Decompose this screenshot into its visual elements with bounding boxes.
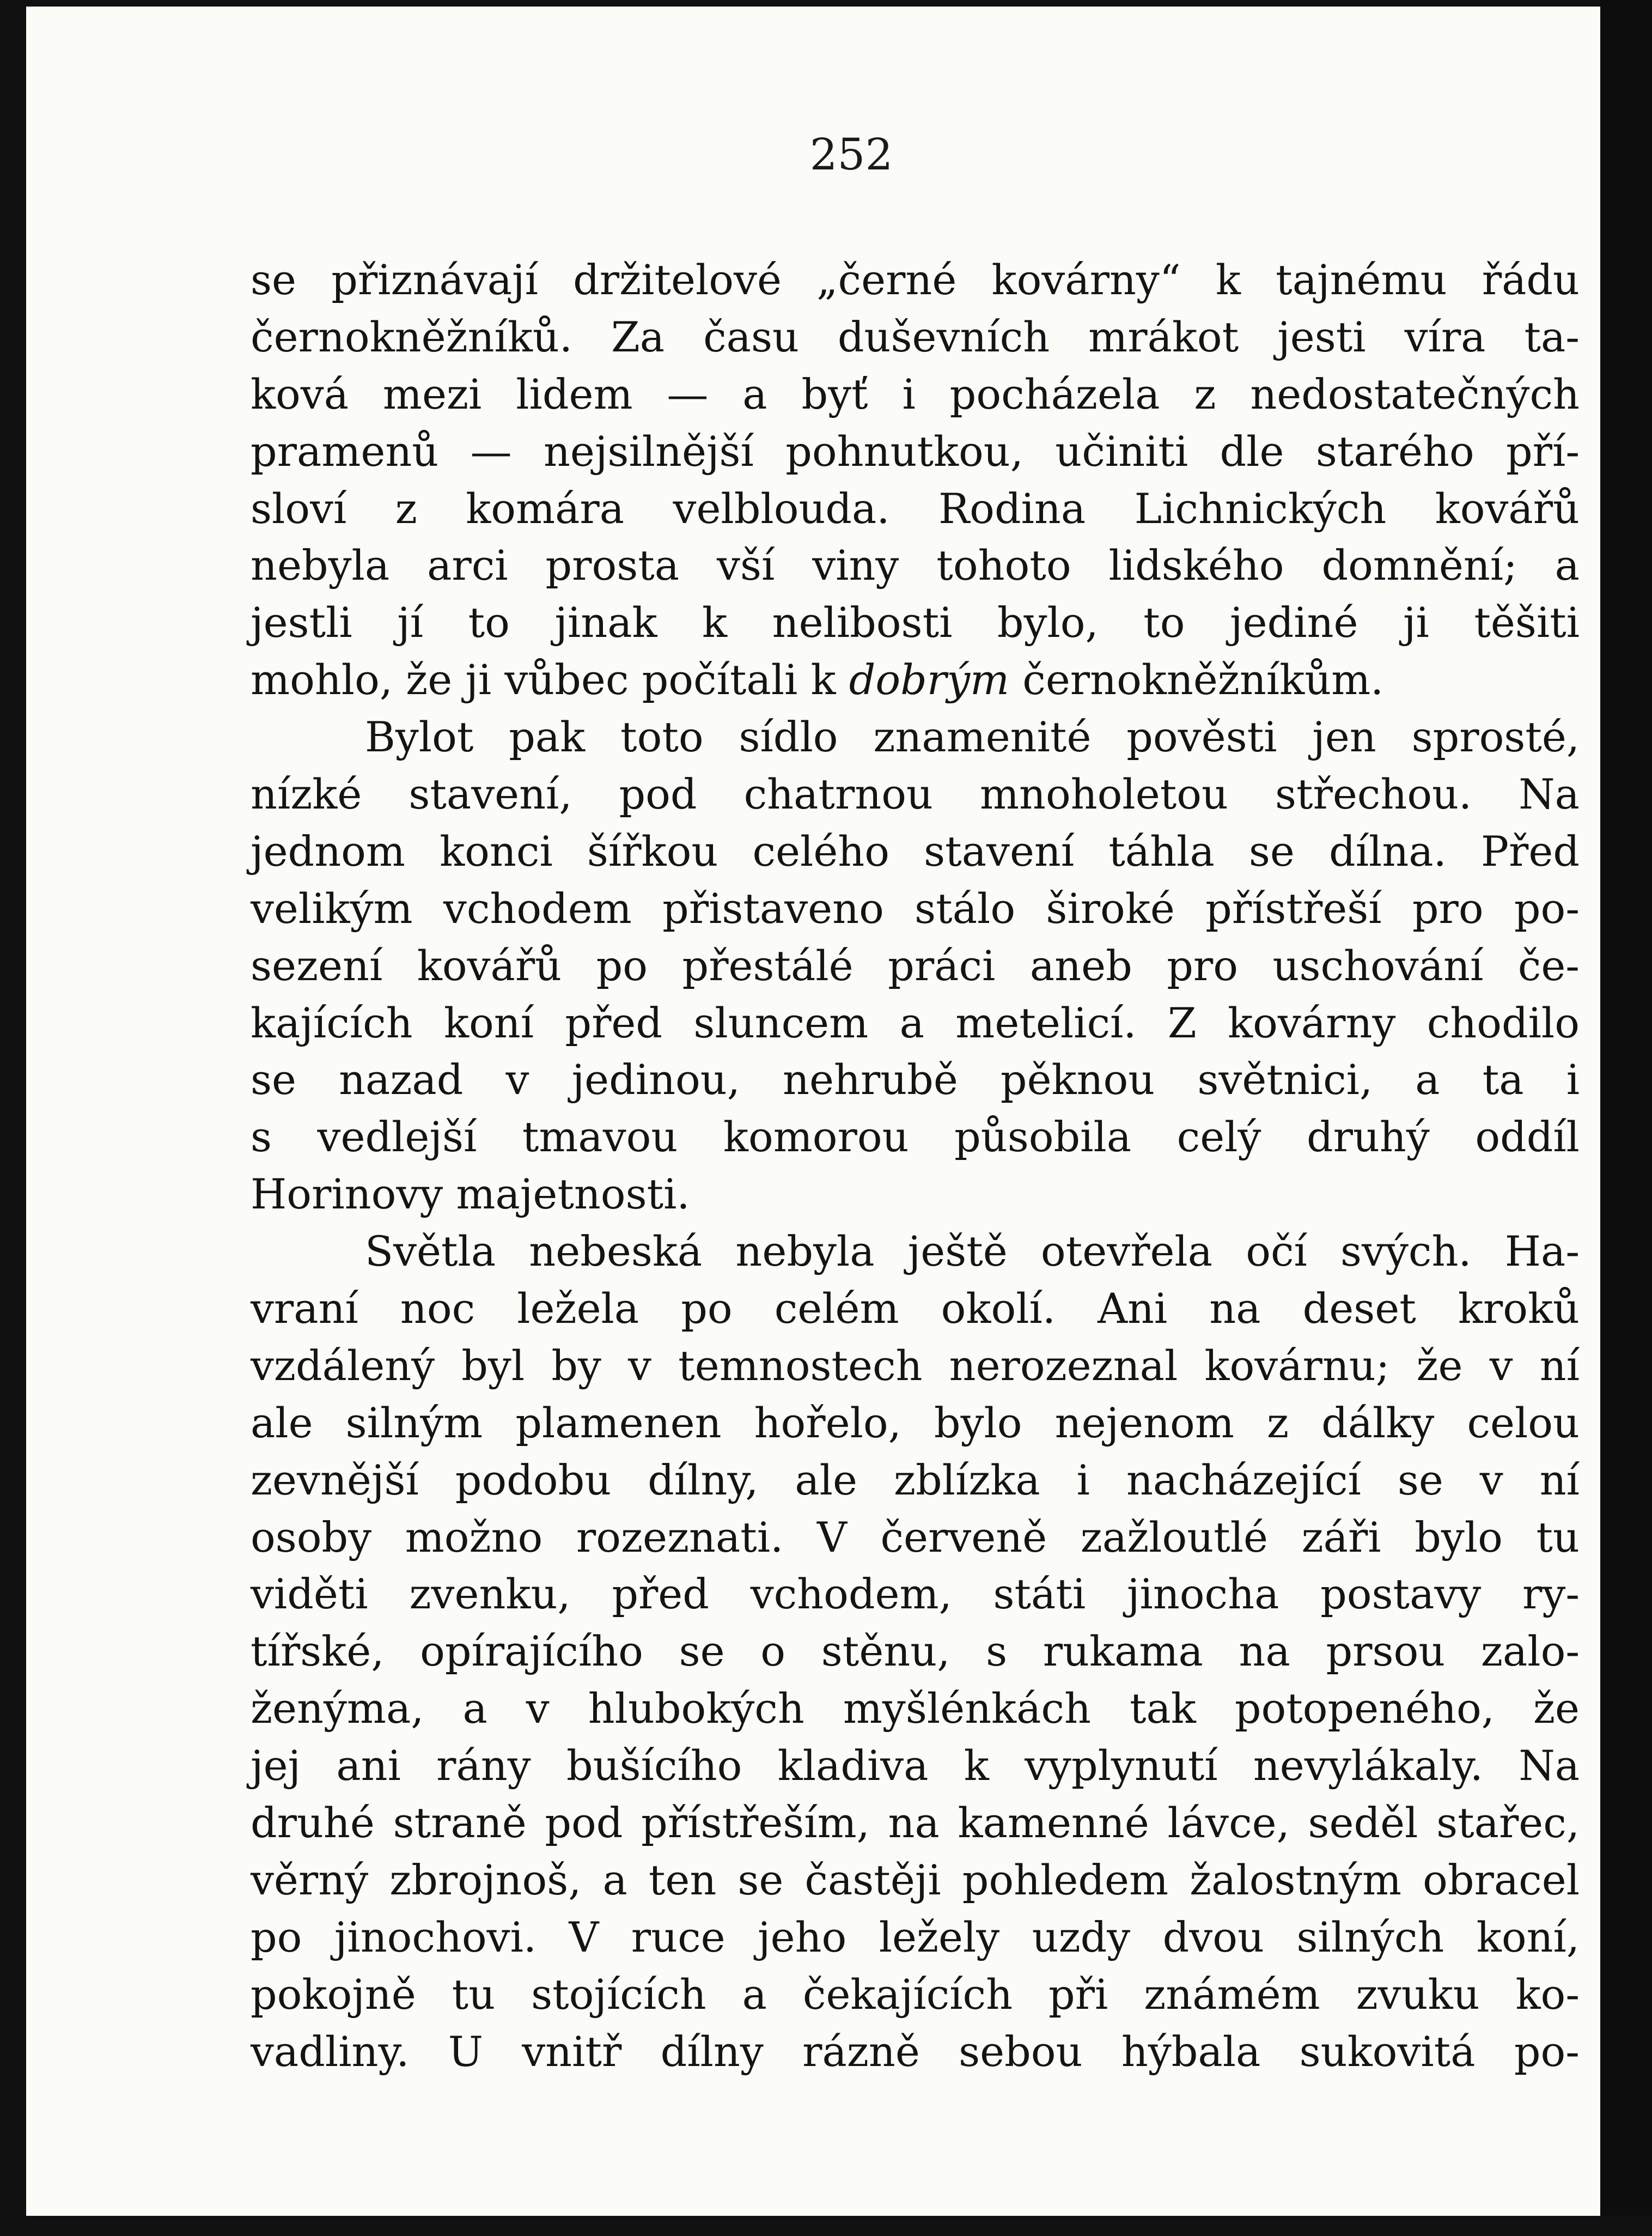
text-line: vzdálený byl by v temnostech nerozeznal kovárnu; že v ní bbox=[251, 1341, 1580, 1390]
text-line: jednom konci šířkou celého stavení táhla se dílna. Před bbox=[251, 827, 1580, 876]
page-number: 252 bbox=[809, 129, 893, 180]
text-line: pokojně tu stojících a čekajících při známém zvuku ko- bbox=[251, 1970, 1580, 2019]
scan-border-left bbox=[0, 0, 26, 2236]
scan-border-top bbox=[0, 0, 1652, 7]
text-line: se přiznávají držitelové „černé kovárny“ k tajnému řádu bbox=[251, 256, 1580, 304]
text-line: zevnější podobu dílny, ale zblízka i nacházející se v ní bbox=[251, 1455, 1580, 1504]
italic-word: dobrým bbox=[849, 655, 1010, 704]
scan-border-right bbox=[1600, 0, 1652, 2236]
text-line: druhé straně pod přístřeším, na kamenné lávce, seděl stařec, bbox=[251, 1798, 1580, 1848]
book-page bbox=[26, 7, 1600, 2216]
text-line: Horinovy majetnosti. bbox=[251, 1170, 690, 1219]
text-run: černokněžníkům. bbox=[1009, 655, 1384, 704]
text-line: sezení kovářů po přestálé práci aneb pro uschování če- bbox=[251, 941, 1580, 990]
scan-border-bottom bbox=[0, 2216, 1652, 2236]
text-line: jej ani rány bušícího kladiva k vyplynutí nevylákaly. Na bbox=[251, 1741, 1580, 1790]
text-line: vadliny. U vnitř dílny rázně sebou hýbala sukovitá po- bbox=[251, 2027, 1580, 2076]
text-line: velikým vchodem přistaveno stálo široké přístřeší pro po- bbox=[251, 884, 1580, 933]
text-run: mohlo, že ji vůbec počítali k bbox=[251, 655, 849, 704]
text-line: pramenů — nejsilnější pohnutkou, učiniti dle starého pří- bbox=[251, 427, 1580, 476]
text-line: osoby možno rozeznati. V červeně zažloutlé záři bylo tu bbox=[251, 1512, 1580, 1561]
text-line bbox=[251, 652, 1580, 709]
text-line: se nazad v jedinou, nehrubě pěknou světnici, a ta i bbox=[251, 1055, 1580, 1104]
text-line: viděti zvenku, před vchodem, státi jinocha postavy ry- bbox=[251, 1570, 1580, 1619]
text-line: ková mezi lidem — a byť i pocházela z nedostatečných bbox=[251, 369, 1580, 418]
text-line: věrný zbrojnoš, a ten se častěji pohledem žalostným obracel bbox=[251, 1855, 1580, 1904]
text-line: s vedlejší tmavou komorou působila celý druhý oddíl bbox=[251, 1113, 1580, 1162]
body-text bbox=[251, 252, 1580, 2081]
paragraph-first-line: Světla nebeská nebyla ještě otevřela očí svých. Ha- bbox=[365, 1227, 1580, 1276]
text-line: tířské, opírajícího se o stěnu, s rukama na prsou zalo- bbox=[251, 1627, 1580, 1676]
text-line: ale silným plamenen hořelo, bylo nejenom z dálky celou bbox=[251, 1398, 1580, 1447]
text-line: nebyla arci prosta vší viny tohoto lidského domnění; a bbox=[251, 541, 1580, 590]
text-line: vraní noc ležela po celém okolí. Ani na deset kroků bbox=[251, 1284, 1580, 1333]
text-line: jestli jí to jinak k nelibosti bylo, to jediné ji těšiti bbox=[251, 598, 1580, 647]
paragraph-first-line: Bylot pak toto sídlo znamenité pověsti jen sprosté, bbox=[365, 713, 1580, 762]
text-line: kajících koní před sluncem a metelicí. Z kovárny chodilo bbox=[251, 998, 1580, 1047]
text-line: ženýma, a v hlubokých myšlénkách tak potopeného, že bbox=[251, 1684, 1580, 1733]
text-line: sloví z komára velblouda. Rodina Lichnických kovářů bbox=[251, 484, 1580, 533]
text-line: černokněžníků. Za času duševních mrákot jesti víra ta- bbox=[251, 312, 1580, 361]
text-line: po jinochovi. V ruce jeho ležely uzdy dvou silných koní, bbox=[251, 1912, 1580, 1961]
text-line: nízké stavení, pod chatrnou mnoholetou střechou. Na bbox=[251, 770, 1580, 819]
